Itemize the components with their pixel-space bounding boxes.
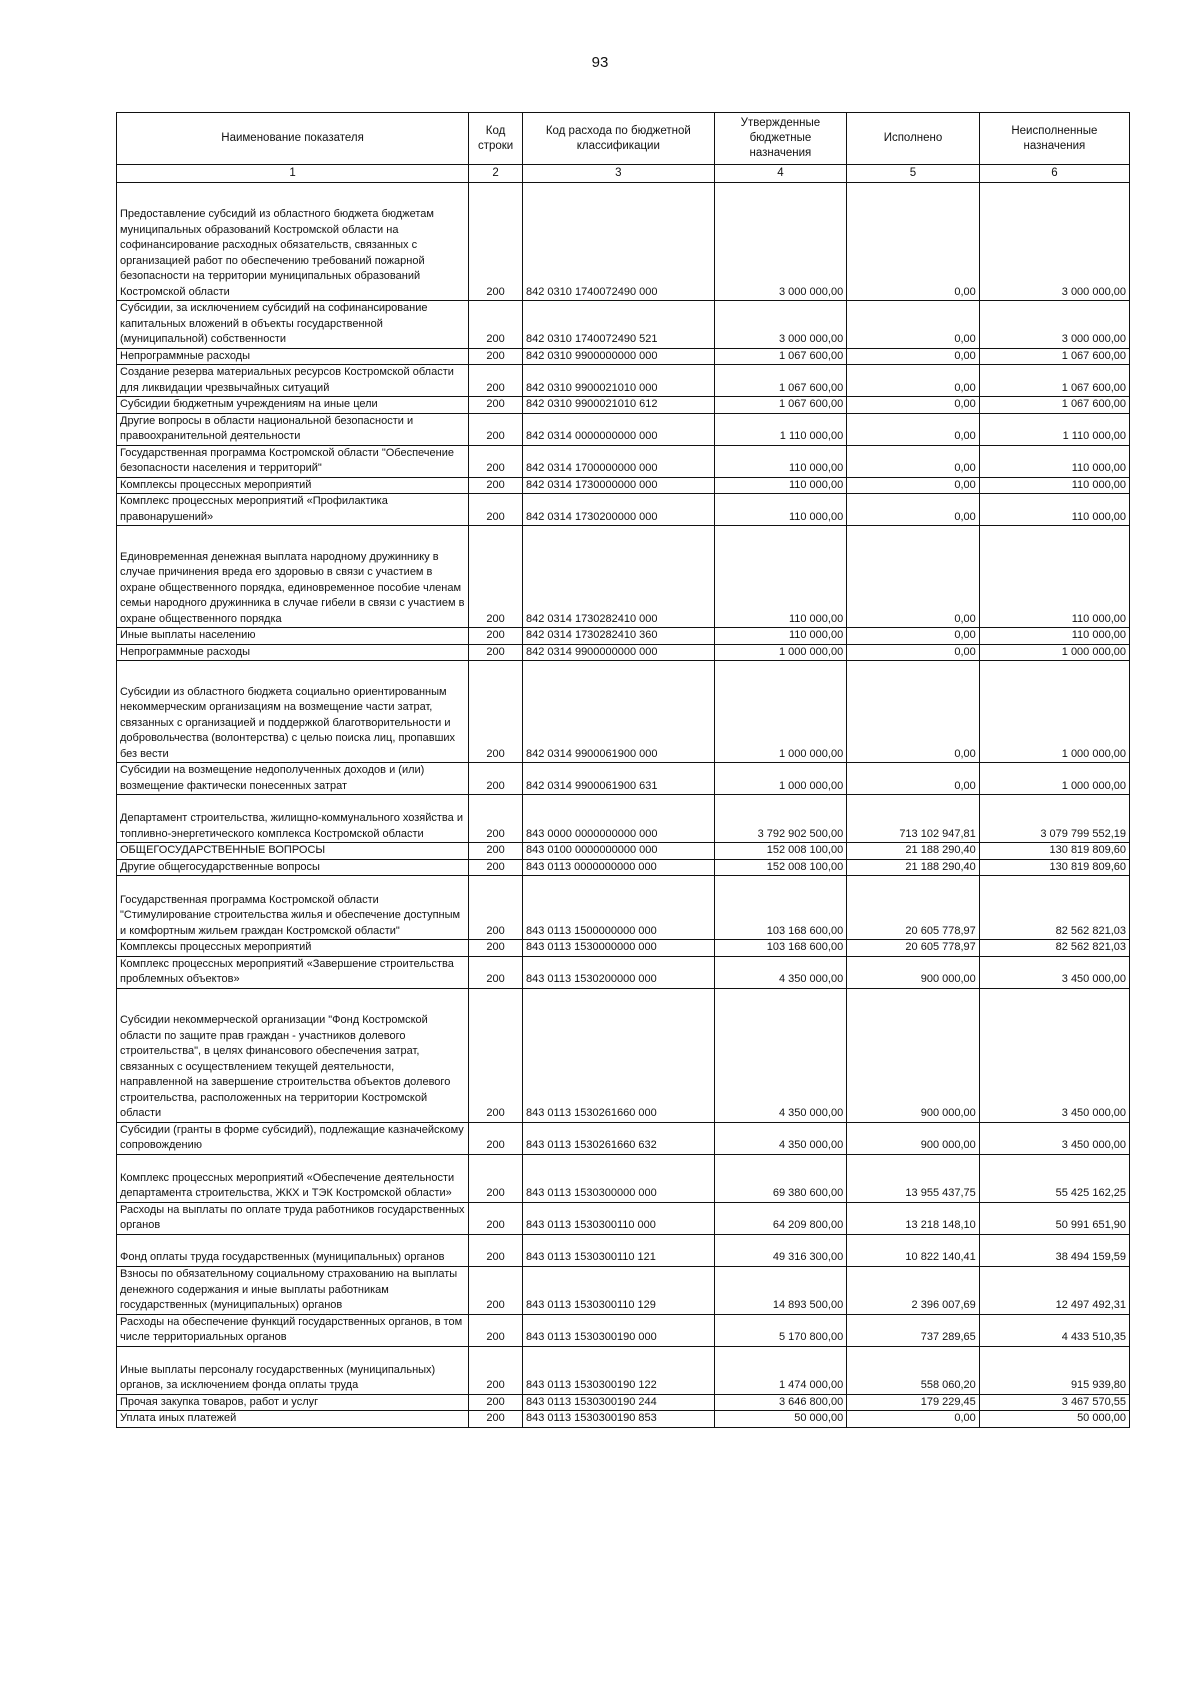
row-name: Фонд оплаты труда государственных (муниципальных) органов xyxy=(117,1234,469,1266)
header-unexecuted: Неисполненные назначения xyxy=(979,113,1129,165)
row-executed-amount: 0,00 xyxy=(847,763,980,795)
table-row xyxy=(117,988,1130,1122)
row-executed-amount: 21 188 290,40 xyxy=(847,843,980,860)
row-line-code: 200 xyxy=(469,988,523,1122)
row-expense-code: 842 0310 9900021010 000 xyxy=(523,365,715,397)
column-number: 1 xyxy=(117,165,469,183)
row-expense-code: 843 0113 1530000000 000 xyxy=(523,940,715,957)
row-executed-amount: 737 289,65 xyxy=(847,1314,980,1346)
table-row xyxy=(117,1346,1130,1394)
row-name: Непрограммные расходы xyxy=(117,348,469,365)
table-row xyxy=(117,526,1130,628)
row-unexecuted-amount: 50 000,00 xyxy=(979,1411,1129,1428)
row-name: Другие общегосударственные вопросы xyxy=(117,859,469,876)
row-executed-amount: 713 102 947,81 xyxy=(847,795,980,843)
row-unexecuted-amount: 3 000 000,00 xyxy=(979,183,1129,301)
row-unexecuted-amount: 4 433 510,35 xyxy=(979,1314,1129,1346)
row-unexecuted-amount: 130 819 809,60 xyxy=(979,843,1129,860)
row-line-code: 200 xyxy=(469,301,523,349)
row-line-code: 200 xyxy=(469,526,523,628)
table-row xyxy=(117,1234,1130,1266)
row-expense-code: 843 0113 1530300110 000 xyxy=(523,1202,715,1234)
row-line-code: 200 xyxy=(469,876,523,940)
table-row xyxy=(117,1394,1130,1411)
row-executed-amount: 21 188 290,40 xyxy=(847,859,980,876)
row-line-code: 200 xyxy=(469,494,523,526)
row-unexecuted-amount: 55 425 162,25 xyxy=(979,1154,1129,1202)
row-name: Иные выплаты населению xyxy=(117,628,469,645)
row-name: Другие вопросы в области национальной безопасности и правоохранительной деятельности xyxy=(117,413,469,445)
row-name: Субсидии (гранты в форме субсидий), подлежащие казначейскому сопровождению xyxy=(117,1122,469,1154)
row-line-code: 200 xyxy=(469,763,523,795)
row-expense-code: 843 0113 1530300110 129 xyxy=(523,1266,715,1314)
row-approved-amount: 152 008 100,00 xyxy=(714,859,847,876)
row-line-code: 200 xyxy=(469,1122,523,1154)
row-approved-amount: 69 380 600,00 xyxy=(714,1154,847,1202)
column-number: 3 xyxy=(523,165,715,183)
row-executed-amount: 0,00 xyxy=(847,494,980,526)
row-line-code: 200 xyxy=(469,1411,523,1428)
row-line-code: 200 xyxy=(469,1202,523,1234)
row-unexecuted-amount: 110 000,00 xyxy=(979,494,1129,526)
row-unexecuted-amount: 110 000,00 xyxy=(979,445,1129,477)
row-executed-amount: 13 218 148,10 xyxy=(847,1202,980,1234)
row-approved-amount: 110 000,00 xyxy=(714,526,847,628)
row-executed-amount: 900 000,00 xyxy=(847,1122,980,1154)
row-executed-amount: 0,00 xyxy=(847,1411,980,1428)
header-executed: Исполнено xyxy=(847,113,980,165)
row-name: Уплата иных платежей xyxy=(117,1411,469,1428)
row-expense-code: 842 0310 9900021010 612 xyxy=(523,397,715,414)
row-name: Государственная программа Костромской области "Обеспечение безопасности населения и территорий" xyxy=(117,445,469,477)
row-expense-code: 843 0000 0000000000 000 xyxy=(523,795,715,843)
row-expense-code: 843 0113 1530261660 632 xyxy=(523,1122,715,1154)
row-approved-amount: 110 000,00 xyxy=(714,445,847,477)
row-approved-amount: 1 067 600,00 xyxy=(714,348,847,365)
row-executed-amount: 0,00 xyxy=(847,477,980,494)
row-name: Непрограммные расходы xyxy=(117,644,469,661)
row-unexecuted-amount: 1 067 600,00 xyxy=(979,397,1129,414)
table-row xyxy=(117,795,1130,843)
row-expense-code: 842 0314 1700000000 000 xyxy=(523,445,715,477)
row-name: ОБЩЕГОСУДАРСТВЕННЫЕ ВОПРОСЫ xyxy=(117,843,469,860)
row-executed-amount: 558 060,20 xyxy=(847,1346,980,1394)
row-executed-amount: 0,00 xyxy=(847,301,980,349)
row-executed-amount: 900 000,00 xyxy=(847,988,980,1122)
row-executed-amount: 13 955 437,75 xyxy=(847,1154,980,1202)
row-line-code: 200 xyxy=(469,365,523,397)
table-row xyxy=(117,365,1130,397)
row-approved-amount: 1 000 000,00 xyxy=(714,661,847,763)
row-executed-amount: 0,00 xyxy=(847,413,980,445)
row-unexecuted-amount: 3 450 000,00 xyxy=(979,1122,1129,1154)
row-line-code: 200 xyxy=(469,940,523,957)
row-approved-amount: 50 000,00 xyxy=(714,1411,847,1428)
row-line-code: 200 xyxy=(469,348,523,365)
table-row xyxy=(117,348,1130,365)
row-executed-amount: 0,00 xyxy=(847,644,980,661)
row-expense-code: 843 0113 1530300190 244 xyxy=(523,1394,715,1411)
row-approved-amount: 4 350 000,00 xyxy=(714,956,847,988)
row-unexecuted-amount: 12 497 492,31 xyxy=(979,1266,1129,1314)
row-line-code: 200 xyxy=(469,843,523,860)
table-row xyxy=(117,1202,1130,1234)
column-number: 2 xyxy=(469,165,523,183)
row-executed-amount: 0,00 xyxy=(847,628,980,645)
row-expense-code: 843 0113 1530300190 000 xyxy=(523,1314,715,1346)
row-name: Прочая закупка товаров, работ и услуг xyxy=(117,1394,469,1411)
row-line-code: 200 xyxy=(469,413,523,445)
row-expense-code: 842 0310 1740072490 000 xyxy=(523,183,715,301)
row-unexecuted-amount: 82 562 821,03 xyxy=(979,876,1129,940)
row-executed-amount: 179 229,45 xyxy=(847,1394,980,1411)
header-indicator-name: Наименование показателя xyxy=(117,113,469,165)
row-approved-amount: 110 000,00 xyxy=(714,494,847,526)
row-executed-amount: 0,00 xyxy=(847,365,980,397)
row-name: Субсидии бюджетным учреждениям на иные цели xyxy=(117,397,469,414)
table-body xyxy=(117,183,1130,1428)
row-expense-code: 843 0113 1530300190 122 xyxy=(523,1346,715,1394)
row-unexecuted-amount: 1 000 000,00 xyxy=(979,763,1129,795)
row-approved-amount: 1 067 600,00 xyxy=(714,365,847,397)
row-unexecuted-amount: 915 939,80 xyxy=(979,1346,1129,1394)
row-name: Комплекс процессных мероприятий «Обеспечение деятельности департамента строительства, ЖКХ и ТЭК Костромской области» xyxy=(117,1154,469,1202)
row-name: Комплексы процессных мероприятий xyxy=(117,477,469,494)
column-number: 5 xyxy=(847,165,980,183)
row-unexecuted-amount: 1 000 000,00 xyxy=(979,644,1129,661)
row-expense-code: 843 0113 0000000000 000 xyxy=(523,859,715,876)
table-row xyxy=(117,183,1130,301)
row-expense-code: 842 0314 9900000000 000 xyxy=(523,644,715,661)
table-row xyxy=(117,628,1130,645)
row-line-code: 200 xyxy=(469,795,523,843)
row-executed-amount: 0,00 xyxy=(847,183,980,301)
row-unexecuted-amount: 1 067 600,00 xyxy=(979,365,1129,397)
row-approved-amount: 110 000,00 xyxy=(714,477,847,494)
row-executed-amount: 900 000,00 xyxy=(847,956,980,988)
row-name: Предоставление субсидий из областного бюджета бюджетам муниципальных образований Костромской области на софинансирование расходных обязательств, связанных с организацией работ по обеспечению требований пожарной безопасности на территории муниципальных образований Костромской области xyxy=(117,183,469,301)
row-name: Департамент строительства, жилищно-коммунального хозяйства и топливно-энергетического комплекса Костромской области xyxy=(117,795,469,843)
row-unexecuted-amount: 3 079 799 552,19 xyxy=(979,795,1129,843)
header-row xyxy=(117,113,1130,165)
row-expense-code: 842 0314 9900061900 000 xyxy=(523,661,715,763)
row-executed-amount: 0,00 xyxy=(847,397,980,414)
table-row xyxy=(117,301,1130,349)
row-line-code: 200 xyxy=(469,956,523,988)
row-expense-code: 843 0113 1530300110 121 xyxy=(523,1234,715,1266)
row-unexecuted-amount: 3 450 000,00 xyxy=(979,988,1129,1122)
row-line-code: 200 xyxy=(469,397,523,414)
row-approved-amount: 3 646 800,00 xyxy=(714,1394,847,1411)
row-executed-amount: 0,00 xyxy=(847,445,980,477)
row-expense-code: 842 0310 9900000000 000 xyxy=(523,348,715,365)
row-approved-amount: 49 316 300,00 xyxy=(714,1234,847,1266)
table-row xyxy=(117,859,1130,876)
row-line-code: 200 xyxy=(469,1266,523,1314)
table-row xyxy=(117,876,1130,940)
row-unexecuted-amount: 110 000,00 xyxy=(979,477,1129,494)
table-row xyxy=(117,445,1130,477)
row-line-code: 200 xyxy=(469,1346,523,1394)
row-expense-code: 843 0100 0000000000 000 xyxy=(523,843,715,860)
row-unexecuted-amount: 130 819 809,60 xyxy=(979,859,1129,876)
row-approved-amount: 103 168 600,00 xyxy=(714,940,847,957)
row-executed-amount: 10 822 140,41 xyxy=(847,1234,980,1266)
row-approved-amount: 1 067 600,00 xyxy=(714,397,847,414)
row-unexecuted-amount: 3 000 000,00 xyxy=(979,301,1129,349)
row-expense-code: 842 0314 1730200000 000 xyxy=(523,494,715,526)
row-unexecuted-amount: 1 000 000,00 xyxy=(979,661,1129,763)
row-executed-amount: 0,00 xyxy=(847,526,980,628)
row-name: Расходы на обеспечение функций государственных органов, в том числе территориальных органов xyxy=(117,1314,469,1346)
row-approved-amount: 5 170 800,00 xyxy=(714,1314,847,1346)
row-approved-amount: 64 209 800,00 xyxy=(714,1202,847,1234)
row-approved-amount: 103 168 600,00 xyxy=(714,876,847,940)
row-expense-code: 842 0314 9900061900 631 xyxy=(523,763,715,795)
row-name: Взносы по обязательному социальному страхованию на выплаты денежного содержания и иные выплаты работникам государственных (муниципальных) органов xyxy=(117,1266,469,1314)
row-name: Иные выплаты персоналу государственных (муниципальных) органов, за исключением фонда оплаты труда xyxy=(117,1346,469,1394)
row-unexecuted-amount: 1 067 600,00 xyxy=(979,348,1129,365)
row-approved-amount: 3 000 000,00 xyxy=(714,301,847,349)
table-row xyxy=(117,843,1130,860)
row-approved-amount: 1 000 000,00 xyxy=(714,644,847,661)
row-approved-amount: 110 000,00 xyxy=(714,628,847,645)
row-line-code: 200 xyxy=(469,445,523,477)
row-executed-amount: 0,00 xyxy=(847,661,980,763)
table-row xyxy=(117,494,1130,526)
row-expense-code: 843 0113 1500000000 000 xyxy=(523,876,715,940)
row-name: Комплекс процессных мероприятий «Завершение строительства проблемных объектов» xyxy=(117,956,469,988)
row-name: Комплекс процессных мероприятий «Профилактика правонарушений» xyxy=(117,494,469,526)
row-name: Субсидии из областного бюджета социально ориентированным некоммерческим организациям на возмещение части затрат, связанных с организацией и поддержкой благотворительности и добровольчества (волонтерства) с целью поиска лиц, пропавших без вести xyxy=(117,661,469,763)
budget-execution-table xyxy=(116,112,1130,1428)
row-approved-amount: 4 350 000,00 xyxy=(714,988,847,1122)
row-line-code: 200 xyxy=(469,1394,523,1411)
row-approved-amount: 14 893 500,00 xyxy=(714,1266,847,1314)
row-name: Государственная программа Костромской области "Стимулирование строительства жилья и обеспечение доступным и комфортным жильем граждан Костромской области" xyxy=(117,876,469,940)
table-row xyxy=(117,1154,1130,1202)
column-number: 4 xyxy=(714,165,847,183)
row-executed-amount: 20 605 778,97 xyxy=(847,940,980,957)
row-name: Создание резерва материальных ресурсов Костромской области для ликвидации чрезвычайных ситуаций xyxy=(117,365,469,397)
row-expense-code: 842 0314 1730282410 360 xyxy=(523,628,715,645)
row-unexecuted-amount: 38 494 159,59 xyxy=(979,1234,1129,1266)
table-row xyxy=(117,1411,1130,1428)
row-approved-amount: 1 474 000,00 xyxy=(714,1346,847,1394)
row-line-code: 200 xyxy=(469,1314,523,1346)
row-unexecuted-amount: 3 450 000,00 xyxy=(979,956,1129,988)
row-expense-code: 842 0310 1740072490 521 xyxy=(523,301,715,349)
row-unexecuted-amount: 1 110 000,00 xyxy=(979,413,1129,445)
row-expense-code: 842 0314 0000000000 000 xyxy=(523,413,715,445)
header-expense-code: Код расхода по бюджетной классификации xyxy=(523,113,715,165)
row-approved-amount: 3 000 000,00 xyxy=(714,183,847,301)
table-row xyxy=(117,1314,1130,1346)
row-name: Субсидии некоммерческой организации "Фонд Костромской области по защите прав граждан - участников долевого строительства", в целях финансового обеспечения затрат, связанных с осуществлением текущей деятельности, направленной на завершение строительства объектов долевого строительства, расположенных на территории Костромской области xyxy=(117,988,469,1122)
table-row xyxy=(117,763,1130,795)
row-line-code: 200 xyxy=(469,477,523,494)
row-approved-amount: 1 110 000,00 xyxy=(714,413,847,445)
row-name: Комплексы процессных мероприятий xyxy=(117,940,469,957)
row-line-code: 200 xyxy=(469,183,523,301)
table-row xyxy=(117,413,1130,445)
row-approved-amount: 152 008 100,00 xyxy=(714,843,847,860)
column-number-row xyxy=(117,165,1130,183)
table-row xyxy=(117,644,1130,661)
row-name: Субсидии на возмещение недополученных доходов и (или) возмещение фактически понесенных затрат xyxy=(117,763,469,795)
row-executed-amount: 0,00 xyxy=(847,348,980,365)
column-number: 6 xyxy=(979,165,1129,183)
row-line-code: 200 xyxy=(469,859,523,876)
row-approved-amount: 4 350 000,00 xyxy=(714,1122,847,1154)
table-row xyxy=(117,956,1130,988)
header-approved: Утвержденные бюджетные назначения xyxy=(714,113,847,165)
row-line-code: 200 xyxy=(469,644,523,661)
row-line-code: 200 xyxy=(469,661,523,763)
row-unexecuted-amount: 110 000,00 xyxy=(979,526,1129,628)
row-expense-code: 842 0314 1730282410 000 xyxy=(523,526,715,628)
table-row xyxy=(117,1122,1130,1154)
row-unexecuted-amount: 82 562 821,03 xyxy=(979,940,1129,957)
row-executed-amount: 2 396 007,69 xyxy=(847,1266,980,1314)
row-line-code: 200 xyxy=(469,1234,523,1266)
row-expense-code: 843 0113 1530261660 000 xyxy=(523,988,715,1122)
row-line-code: 200 xyxy=(469,1154,523,1202)
table-row xyxy=(117,477,1130,494)
row-name: Единовременная денежная выплата народному дружиннику в случае причинения вреда его здоровью в связи с участием в охране общественного порядка, единовременное пособие членам семьи народного дружинника в случае гибели в связи с участием в охране общественного порядка xyxy=(117,526,469,628)
row-expense-code: 842 0314 1730000000 000 xyxy=(523,477,715,494)
table-row xyxy=(117,1266,1130,1314)
row-unexecuted-amount: 3 467 570,55 xyxy=(979,1394,1129,1411)
row-expense-code: 843 0113 1530300000 000 xyxy=(523,1154,715,1202)
header-line-code: Код строки xyxy=(469,113,523,165)
page-number: 93 xyxy=(591,54,609,71)
row-expense-code: 843 0113 1530200000 000 xyxy=(523,956,715,988)
row-unexecuted-amount: 50 991 651,90 xyxy=(979,1202,1129,1234)
table-row xyxy=(117,940,1130,957)
row-name: Субсидии, за исключением субсидий на софинансирование капитальных вложений в объекты государственной (муниципальной) собственности xyxy=(117,301,469,349)
row-expense-code: 843 0113 1530300190 853 xyxy=(523,1411,715,1428)
table-row xyxy=(117,397,1130,414)
row-approved-amount: 1 000 000,00 xyxy=(714,763,847,795)
row-name: Расходы на выплаты по оплате труда работников государственных органов xyxy=(117,1202,469,1234)
row-unexecuted-amount: 110 000,00 xyxy=(979,628,1129,645)
table-row xyxy=(117,661,1130,763)
row-approved-amount: 3 792 902 500,00 xyxy=(714,795,847,843)
row-line-code: 200 xyxy=(469,628,523,645)
row-executed-amount: 20 605 778,97 xyxy=(847,876,980,940)
